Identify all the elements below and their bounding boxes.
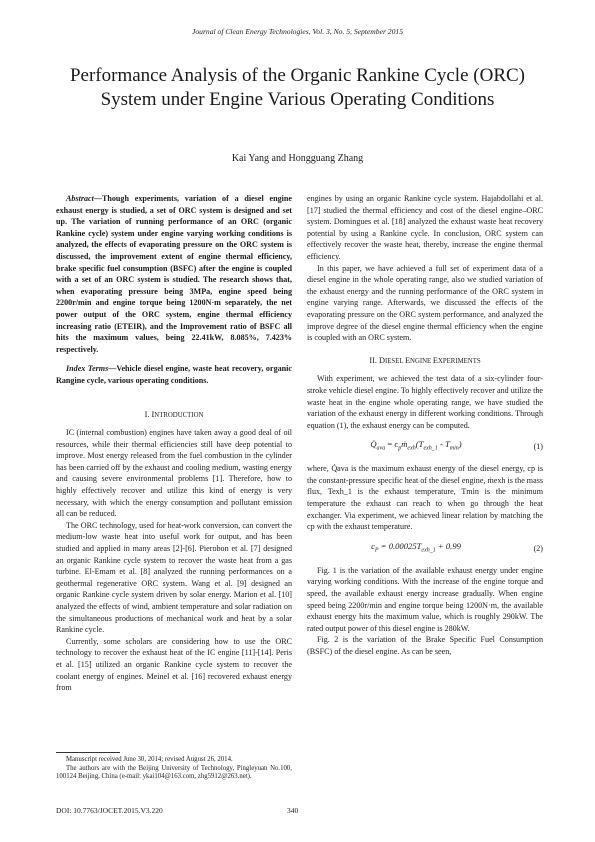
section-heading-introduction [56,409,292,422]
section-title-rest: NGINE [410,357,433,365]
equation-2 [307,542,543,556]
body-paragraph: With experiment, we achieved the test data of a six-cylinder four-stroke vehicle diesel engine. To highly effectively recover and utilize the waste heat in the engine whole operating range, we have studied the variation of the exhaust energy in different working conditions. Through equation (1), the exhaust energy can be computed. [307,374,543,430]
section-title [152,410,204,419]
section-heading-experiments [307,355,543,368]
eq-symbol: Q̇ [370,439,377,450]
left-column [56,193,292,694]
intro-paragraph: The ORC technology, used for heat-work conversion, can convert the medium-low waste heat into useful work for output, and has been studied and applied in many areas [2]-[6]. Pierobon et al. [7] designed an organic Rankine cycle system to recover the waste heat from a gas turbine. El-Emam et al. [8] analyzed the running performances on a geothermal regenerative ORC system. Wang et al. [9] designed an organic Rankine cycle system driven by solar energy. Marion et al. [10] analyzed the effects of wind, ambient temperature and solar radiation on the simultaneous productions of mechanical work and heat by a solar Rankine cycle. [56,520,292,635]
index-terms-text: Vehicle diesel engine, waste heat recovery, organic Rangine cycle, various operating conditions. [56,364,293,385]
paper-authors: Kai Yang and Hongguang Zhang [231,153,364,164]
journal-header: Journal of Clean Energy Technologies, Vol. 3, No. 5, September 2015 [192,27,403,36]
eq-symbol: - T [437,439,450,450]
eq-symbol: + 0.99 [435,540,461,551]
eq-subscript: P [374,547,379,554]
abstract-dash: — [93,194,102,203]
eq-subscript: exh [407,445,416,452]
eq-subscript: ava [376,445,386,452]
section-title-rest: NTRODUCTION [154,411,204,419]
body-paragraph: where, Q̇ava is the maximum exhaust energy of the diesel energy, cp is the constant-pressure specific heat of the diesel engine, ṁexh is the mass flux, Texh_1 is the exhaust temperature, Tmin is the minimum temperature the exhaust can reach to when go through the heat exchanger. Via experiment, we achieved linear relation by matching the cp with the exhaust temperature. [307,464,543,532]
abstract-text: Though experiments, variation of a diesel engine exhaust energy is studied, a set of ORC system is designed and set up. The variation of running performance of an ORC (organic Rankine cycle) system under engine varying working conditions is analyzed, the effects of evaporating pressure on the ORC system is discussed, the improvement extent of engine thermal efficiency, brake specific fuel consumption (BSFC) after the engine is coupled with a set of an ORC system is studied. The research shows that, when evaporating pressure being 3MPa, engine speed being 2200r/min and engine torque being 1200N·m separately, the net power output of the ORC system, engine thermal efficiency increasing ratio (ETEIR), and the Improvement ratio of BSFC all hits the maximum values, being 22.41kW, 8.085%, 7.423% respectively. [56,194,292,354]
index-terms-dash: — [108,364,117,374]
footnote-affiliation: The authors are with the Beijing University of Technology, Pingleyuan No.100, 100124 Beijing, China (e-mail: ykai104@163.com, zhg5912@263.net). [56,764,292,781]
eq-subscript: p [398,445,402,452]
abstract [56,193,292,355]
body-paragraph: Fig. 2 is the variation of the Brake Specific Fuel Consumption (BSFC) of the diesel engine. As can be seen, [307,635,543,656]
equation-body [307,541,525,557]
eq-symbol: (T [415,439,424,450]
section-title-rest: XPERIMENTS [437,357,481,365]
right-column [307,193,543,658]
eq-symbol: = 0.00025T [378,540,422,551]
footnote-received: Manuscript received June 30, 2014; revised August 26, 2014. [66,756,233,763]
body-paragraph: engines by using an organic Rankine cycle system. Hajabdollahi et al. [17] studied the thermal efficiency and cost of the diesel engine–ORC system. Domingues et al. [18] analyzed the exhaust waste heat recovery potential by using a Rankine cycle. In conclusion, ORC system can effectively recover the waste heat, thereby, increase the engine thermal efficiency. [307,194,543,261]
eq-symbol: = c [385,439,399,450]
eq-symbol: ṁ [401,439,408,450]
eq-symbol: c [371,540,375,551]
eq-subscript: min [449,445,459,452]
body-paragraph: Fig. 1 is the variation of the available exhaust energy under engine varying working conditions. With the increase of the engine torque and speed, the available exhaust energy increase gradually. When engine speed being 2200r/min and engine torque being 1200N·m, the available exhaust energy hits the maximum value, which is roughly 290kW. The rated output power of this diesel engine is 280kW. [307,565,543,633]
eq-subscript: exh_1 [421,547,436,554]
section-title-initial: I [151,409,155,419]
section-title-initial: D [379,355,386,365]
equation-body [307,439,525,455]
index-terms [56,363,292,386]
eq-symbol: ) [458,439,462,450]
section-number: II. [369,355,377,365]
section-title-initial: E [404,355,411,365]
body-paragraph: In this paper, we have achieved a full set of experiment data of a diesel engine in the whole operating range, also we studied variation of the exhaust energy and the running performance of the ORC system in engine varying range. Afterwards, we discussed the effects of the evaporating pressure on the ORC system performance, and analyzed the improve degree of the diesel engine thermal efficiency when the engine is coupled with an ORC system. [307,263,543,343]
intro-paragraph: Currently, some scholars are considering how to use the ORC technology to recover the exhaust heat of the IC engine [11]-[14]. Peris et al. [15] utilized an organic Rankine cycle system to recover the coolant energy of engines. Meinel et al. [16] recovered exhaust energy from [56,636,292,693]
footnote-rule [56,752,120,753]
section-title-initial: E [432,355,438,365]
doi: DOI: 10.7763/JOCET.2015.V3.220 [56,806,163,815]
equation-number: (1) [533,442,543,452]
section-title-rest: IESEL [385,357,405,365]
paper-title: Performance Analysis of the Organic Rankine Cycle (ORC) System under Engine Various Operating Conditions [69,65,525,110]
section-number: I. [144,409,150,419]
equation-1 [307,440,543,454]
index-terms-lead: Index Terms [66,364,109,374]
footnotes [56,752,292,782]
section-title [379,356,481,365]
equation-number: (2) [533,544,543,554]
page-number: 340 [287,806,299,815]
abstract-lead: Abstract [66,194,94,203]
intro-paragraph: IC (internal combustion) engines have taken away a good deal of oil resources, while their thermal efficiencies still have deep potential to improve. Most energy released from the fuel combustion in the cylinder has been carried off by the exhaust and cooling medium, wasting energy and causing severe environmental problems [1]. Therefore, how to highly effectively recover and utilize this kind of energy is very necessary, with which the energy consumption and pollutant emission all can be reduced. [56,428,292,519]
eq-subscript: exh_1 [423,445,438,452]
